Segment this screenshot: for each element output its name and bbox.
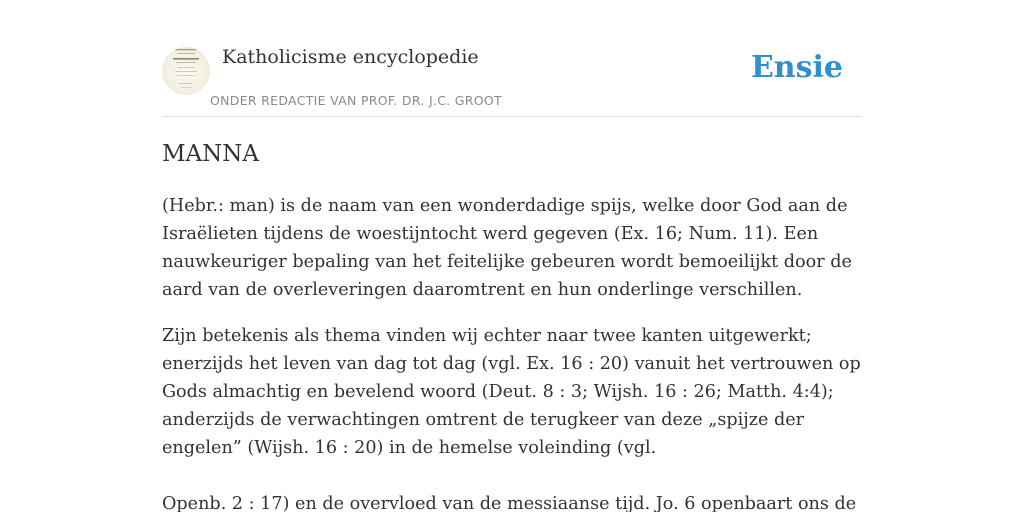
- article-paragraph: Zijn betekenis als thema vinden wij echter naar twee kanten uitgewerkt; enerzijds het leven van dag tot dag (vgl. Ex. 16 : 20) vanuit het vertrouwen op Gods almachtig en bevelend woord (Deut. 8 : 3; Wijsh. 16 : 26; Matth. 4:4); anderzijds de verwachtingen omtrent de terugkeer van deze „spijze der engelen” (Wijsh. 16 : 20) in de hemelse voleinding (vgl.: [162, 326, 861, 458]
- editor-line: ONDER REDACTIE VAN PROF. DR. J.C. GROOT: [210, 93, 502, 108]
- article: [162, 138, 866, 512]
- site-header: [162, 44, 862, 117]
- book-cover-thumbnail-icon[interactable]: [162, 47, 210, 95]
- brand-logo[interactable]: Ensie: [750, 50, 843, 85]
- book-cover-graphic: [162, 47, 210, 95]
- article-title: MANNA: [162, 141, 260, 167]
- encyclopedia-title[interactable]: Katholicisme encyclopedie: [222, 46, 479, 68]
- article-paragraph: Openb. 2 : 17) en de overvloed van de messiaanse tijd. Jo. 6 openbaart ons de: [162, 494, 857, 512]
- article-paragraph: (Hebr.: man) is de naam van een wonderdadige spijs, welke door God aan de Israëlieten tijdens de woestijntocht werd gegeven (Ex. 16; Num. 11). Een nauwkeuriger bepaling van het feitelijke gebeuren wordt bemoeilijkt door de aard van de overleveringen daaromtrent en hun onderlinge verschillen.: [162, 196, 852, 300]
